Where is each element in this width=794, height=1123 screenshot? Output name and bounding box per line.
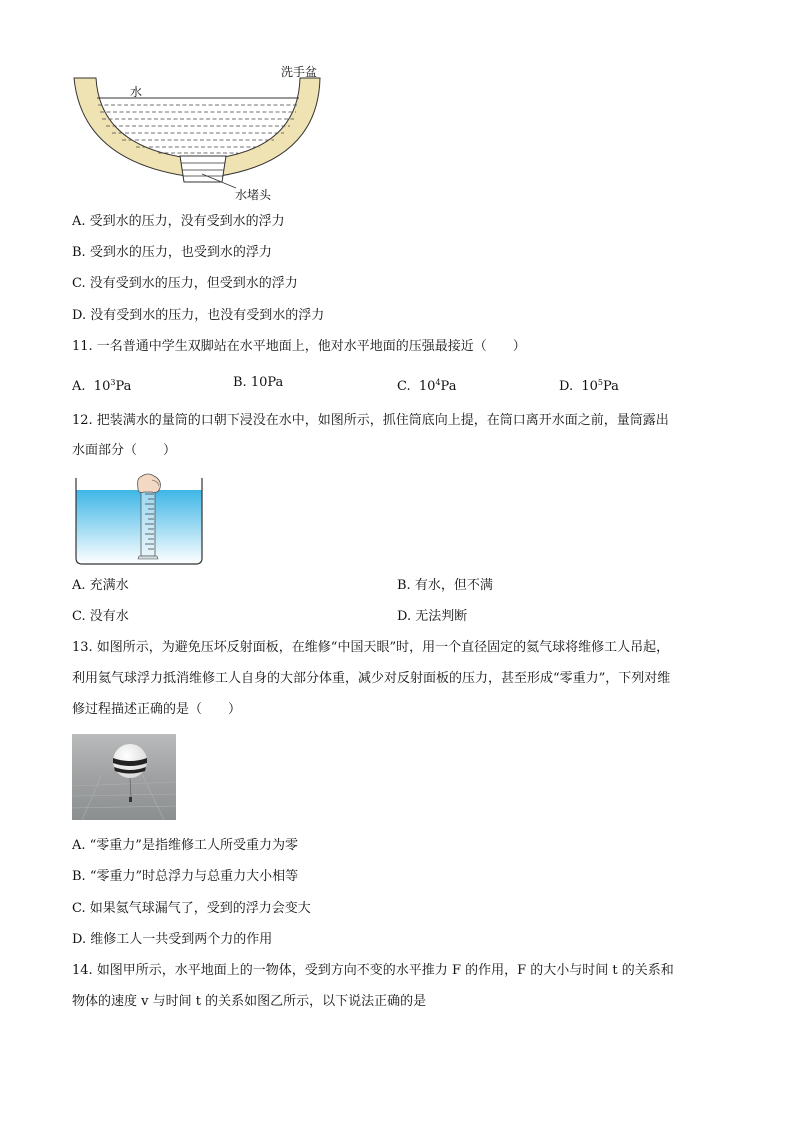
- q11-option-c-unit: Pa: [440, 379, 457, 394]
- q12-option-d: D. 无法判断: [397, 609, 468, 624]
- q11-option-c: [397, 374, 456, 396]
- plug-label: 水堵头: [235, 188, 272, 202]
- q11-option-a: [72, 374, 131, 396]
- q12-stem-line1: 12. 把装满水的量筒的口朝下浸没在水中，如图所示，抓住筒底向上提，在筒口离开水面之前，量筒露出: [72, 413, 669, 428]
- q12-option-c: C. 没有水: [72, 609, 129, 624]
- q12-stem-line2: 水面部分（ ）: [72, 443, 177, 458]
- q11-option-a-base: 10: [93, 379, 111, 394]
- q11-option-d-unit: Pa: [603, 379, 619, 394]
- q11-option-d-exp: 5: [597, 378, 603, 387]
- q11-stem: 11. 一名普通中学生双脚站在水平地面上，他对水平地面的压强最接近（ ）: [72, 339, 526, 354]
- basin-label: 洗手盆: [281, 65, 318, 79]
- q11-option-c-exp: 4: [435, 378, 441, 387]
- cylinder-figure: [72, 472, 206, 568]
- q11-option-a-prefix: A.: [72, 379, 86, 394]
- q10-option-b: B. 受到水的压力，也受到水的浮力: [72, 245, 272, 260]
- q13-stem-line3: 修过程描述正确的是（ ）: [72, 702, 242, 717]
- q10-option-a: A. 受到水的压力，没有受到水的浮力: [72, 214, 285, 229]
- water-label: 水: [130, 85, 143, 99]
- q13-stem-line1: 13. 如图所示，为避免压坏反射面板，在维修“中国天眼”时，用一个直径固定的氦气球将维修工人吊起，: [72, 640, 670, 655]
- basin-figure: [68, 60, 338, 210]
- q13-option-a: A. “零重力”是指维修工人所受重力为零: [72, 838, 298, 853]
- q10-option-c: C. 没有受到水的压力，但受到水的浮力: [72, 276, 298, 291]
- q10-option-d: D. 没有受到水的压力，也没有受到水的浮力: [72, 308, 325, 323]
- q13-option-d: D. 维修工人一共受到两个力的作用: [72, 932, 273, 947]
- q11-option-d: [559, 374, 619, 396]
- balloon-photo: [72, 734, 176, 820]
- q13-stem-line2: 利用氦气球浮力抵消维修工人自身的大部分体重，减少对反射面板的压力，甚至形成“零重力”，下列对维: [72, 671, 671, 686]
- cylinder-drawing: [72, 472, 206, 568]
- q13-option-b: B. “零重力”时总浮力与总重力大小相等: [72, 869, 299, 884]
- q11-option-d-base: 10: [581, 379, 598, 394]
- q13-option-c: C. 如果氦气球漏气了，受到的浮力会变大: [72, 901, 311, 916]
- q14-stem-line1: 14. 如图甲所示，水平地面上的一物体，受到方向不变的水平推力 F 的作用，F 的大小与时间 t 的关系和: [72, 963, 674, 978]
- q12-option-b: B. 有水，但不满: [397, 578, 493, 593]
- basin-drawing: [68, 60, 338, 210]
- q11-option-b: B. 10Pa: [233, 375, 284, 390]
- q11-option-a-exp: 3: [110, 378, 116, 387]
- q14-stem-line2: 物体的速度 v 与时间 t 的关系如图乙所示，以下说法正确的是: [72, 994, 427, 1009]
- q11-option-d-prefix: D.: [559, 379, 574, 394]
- q12-option-a: A. 充满水: [72, 578, 129, 593]
- balloon-photo-drawing: [72, 734, 176, 820]
- q11-option-c-base: 10: [418, 379, 436, 394]
- q11-option-a-unit: Pa: [115, 379, 132, 394]
- q11-option-c-prefix: C.: [397, 379, 411, 394]
